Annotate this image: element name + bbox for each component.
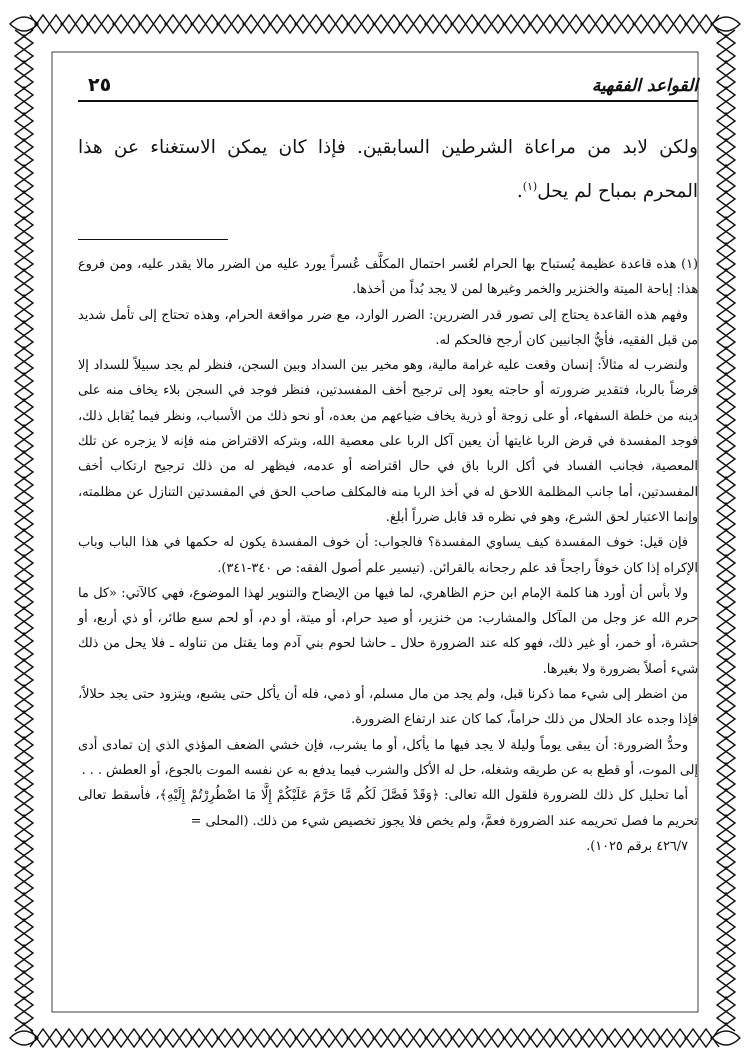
footnote-paragraph: وحدُّ الضرورة: أن يبقى يوماً وليلة لا يجد فيها ما يأكل، أو ما يشرب، فإن خشي الضعف المؤذي الذي إن تمادى أدى إلى الموت، أو قطع به عن طريقه وشغله، حل له الأكل والشرب فيما يدفع به عن نفسه الموت بالجوع، أو العطش . . . <box>78 737 698 778</box>
main-text-body: ولكن لابد من مراعاة الشرطين السابقين. فإذا كان يمكن الاستغناء عن هذا المحرم بمباح لم يحل <box>78 137 698 202</box>
footnotes <box>78 252 698 859</box>
footnote-paragraph: ولنضرب له مثالاً: إنسان وقعت عليه غرامة مالية، وهو مخير بين السداد وبين السجن، فنظر لم يجد سبيلاً للسداد إلا قرضاً بالربا، فتقدير ضرورته أو حاجته يعود إلى ترجيح أخف المفسدتين، فنظر فوجد في السجن بلاء يخاف منه على دينه من خلطة السفهاء، أو على زوجة أو ذرية يخاف ضياعهم من بعده، أو نحو ذلك من الأسباب، ونظر فيما يُقابل ذلك، فوجد المفسدة في قرض الربا غايتها أن يعين آكل الربا على معصية الله، وبتركه الاقتراض منه فإنه لا يزجره عن تلك المعصية، فجانب الفساد في أكل الربا باق في حال اقتراضه أو عدمه، فيظهر له من ذلك ترجيح ارتكاب أخف المفسدتين، أما جانب المظلمة اللاحق له في أخذ الربا منه فالمكلف صاحب الحق في المفسدتين التنازل عن مظلمته، وإنما الاعتبار لحق الشرع، وهو في نظره قد قابل ضرراً أبلغ. <box>78 358 698 525</box>
footnote-paragraph: ولا بأس أن أورد هنا كلمة الإمام ابن حزم الظاهري، لما فيها من الإيضاح والتنوير لهذا الموضوع، فهي كالآتي: «كل ما حرم الله عز وجل من المآكل والمشارب: من خنزير، أو صيد حرام، أو ميتة، أو دم، أو لحم سبع طائر، أو ذي أربع، أو حشرة، أو خمر، أو غير ذلك، فهو كله عند الضرورة حلال ـ حاشا لحوم بني آدم وما يقتل من تناوله ـ فلا يحل من ذلك شيء أصلاً بضرورة ولا بغيرها. <box>78 585 698 677</box>
footnote-separator <box>78 239 228 240</box>
footnote-paragraph: أما تحليل كل ذلك للضرورة فلقول الله تعالى: ﴿وَقَدْ فَصَّلَ لَكُم مَّا حَرَّمَ عَلَيْكُمْ إِلَّا مَا اضْطُرِرْتُمْ إِلَيْهِ﴾، فأسقط تعالى تحريم ما فصل تحريمه عند الضرورة فعمَّ، ولم يخص فلا يجوز تخصيص شيء من ذلك. (المحلى = <box>78 788 698 829</box>
running-title: القواعد الفقهية <box>591 76 698 96</box>
header-rule <box>78 100 698 102</box>
footnote-paragraph: (١) هذه قاعدة عظيمة يُستباح بها الحرام لعُسر احتمال المكلَّف عُسراً يورد عليه من الضرر مالا يقدر عليه، ومن فروع هذا: إباحة الميتة والخنزير والخمر وغيرها لمن لا يجد بُداً من أخذها. <box>78 257 698 298</box>
page-number: ٢٥ <box>88 74 112 96</box>
footnote-marker: (١) <box>522 179 538 193</box>
main-text-end: . <box>516 181 523 202</box>
footnote-paragraph: وفهم هذه القاعدة يحتاج إلى تصور قدر الضررين: الضرر الوارد، مع ضرر مواقعة الحرام، وهذه تحتاج إلى تأمل شديد من قبل الفقيه، فأيُّ الجانبين كان أرجح فالحكم له. <box>78 307 698 348</box>
main-paragraph <box>78 126 698 214</box>
footnote-paragraph: من اضطر إلى شيء مما ذكرنا قبل، ولم يجد من مال مسلم، أو ذمي، فله أن يأكل حتى يشبع، ويتزود حتى يجد حلالاً، فإذا وجده عاد الحلال من ذلك حراماً، كما كان عند ارتفاع الضرورة. <box>78 687 698 728</box>
book-page <box>78 74 698 1029</box>
running-header <box>78 76 698 100</box>
footnote-paragraph: ٤٢٦/٧ برقم ١٠٢٥). <box>586 838 688 854</box>
footnote-paragraph: فإن قيل: خوف المفسدة كيف يساوي المفسدة؟ فالجواب: أن خوف المفسدة يكون له حكمها في هذا الباب وباب الإكراه إذا كان خوفاً راجحاً قد علم رجحانه بالقرائن. (تيسير علم أصول الفقه: ص ٣٤٠-٣٤١). <box>78 535 698 576</box>
